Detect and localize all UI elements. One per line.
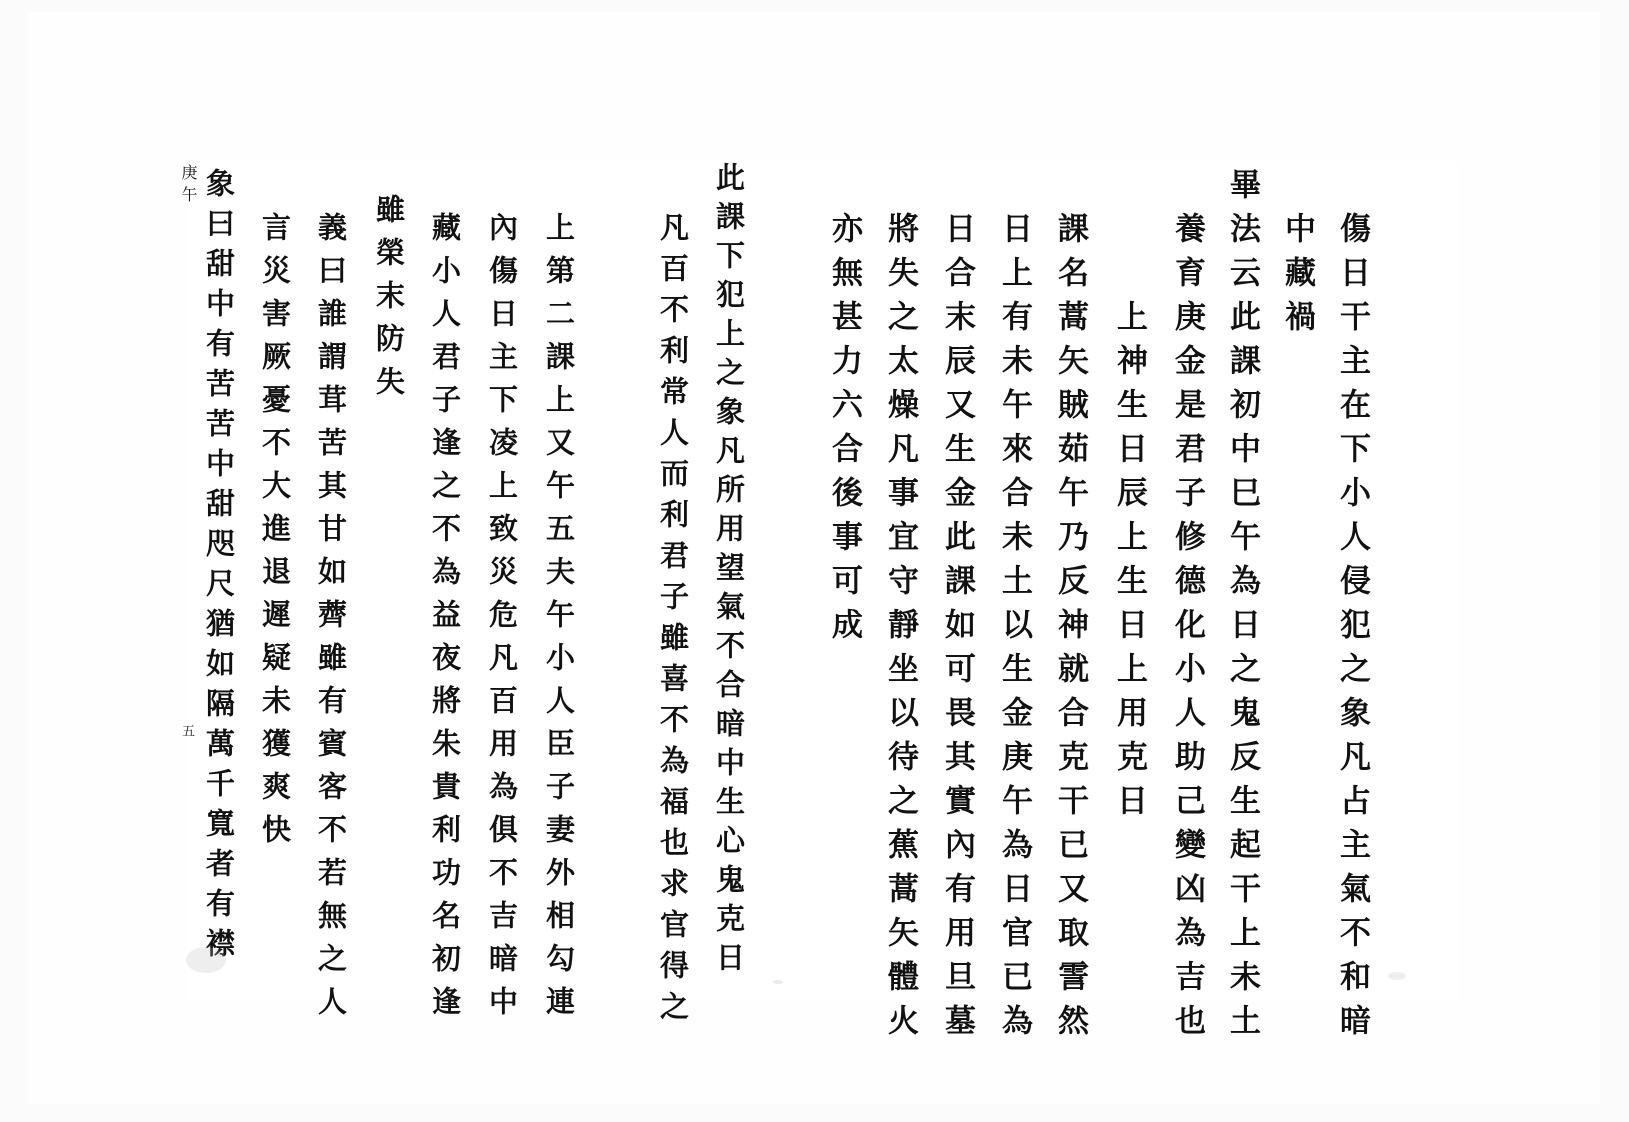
margin-note-gengwu: 庚午 <box>179 164 198 208</box>
left-column-5: 藏小人君子逢之不為益夜將朱貴利功名初逢 <box>428 212 462 1029</box>
left-column-4: 內傷日主下凌上致災危凡百用為俱不吉暗中 <box>485 212 519 1029</box>
right-column-9: 將失之太燥凡事宜守靜坐以待之蕉蒿矢體火 <box>882 212 918 1048</box>
right-column-4: 養育庚金是君子修德化小人助己變凶為吉也 <box>1169 212 1205 1048</box>
scan-sheet <box>28 12 1600 1104</box>
right-column-6: 課名蒿矢賊茹午乃反神就合克干已又取霅然 <box>1052 212 1088 1048</box>
right-column-1: 傷日干主在下小人侵犯之象凡占主氣不和暗 <box>1334 212 1370 1048</box>
scan-speck <box>773 980 783 984</box>
right-column-10: 亦無甚力六合後事可成 <box>826 212 862 652</box>
left-column-9: 象曰甜中有苦苦中甜咫尺猶如隔萬千寬者有襟 <box>202 168 236 968</box>
right-column-5: 上神生日辰上生日上用克日 <box>1111 300 1147 828</box>
page-number: 五 <box>179 724 194 743</box>
scan-speck <box>1388 972 1406 980</box>
left-column-3: 上第二課上又午五夫午小人臣子妻外相勾連 <box>542 212 576 1029</box>
scan-speck <box>186 947 226 973</box>
right-column-3: 畢法云此課初中巳午為日之鬼反生起干上未土 <box>1224 168 1260 1048</box>
left-column-7: 義曰誰謂茸苦其甘如薺雖有賓客不若無之人 <box>314 212 348 1029</box>
right-column-2: 中藏禍 <box>1279 212 1315 344</box>
left-column-6: 雖榮末防失 <box>372 194 406 409</box>
left-column-2: 凡百不利常人而利君子雖喜不為福也求官得之 <box>656 212 690 1032</box>
right-column-7: 日上有未午來合未土以生金庚午為日官已為 <box>996 212 1032 1048</box>
left-column-8: 言災害厥憂不大進退遲疑未獲爽快 <box>258 212 292 857</box>
right-column-8: 日合末辰又生金此課如可畏其實內有用旦墓 <box>939 212 975 1048</box>
left-column-1: 此課下犯上之象凡所用望氣不合暗中生心鬼克日 <box>712 162 746 981</box>
